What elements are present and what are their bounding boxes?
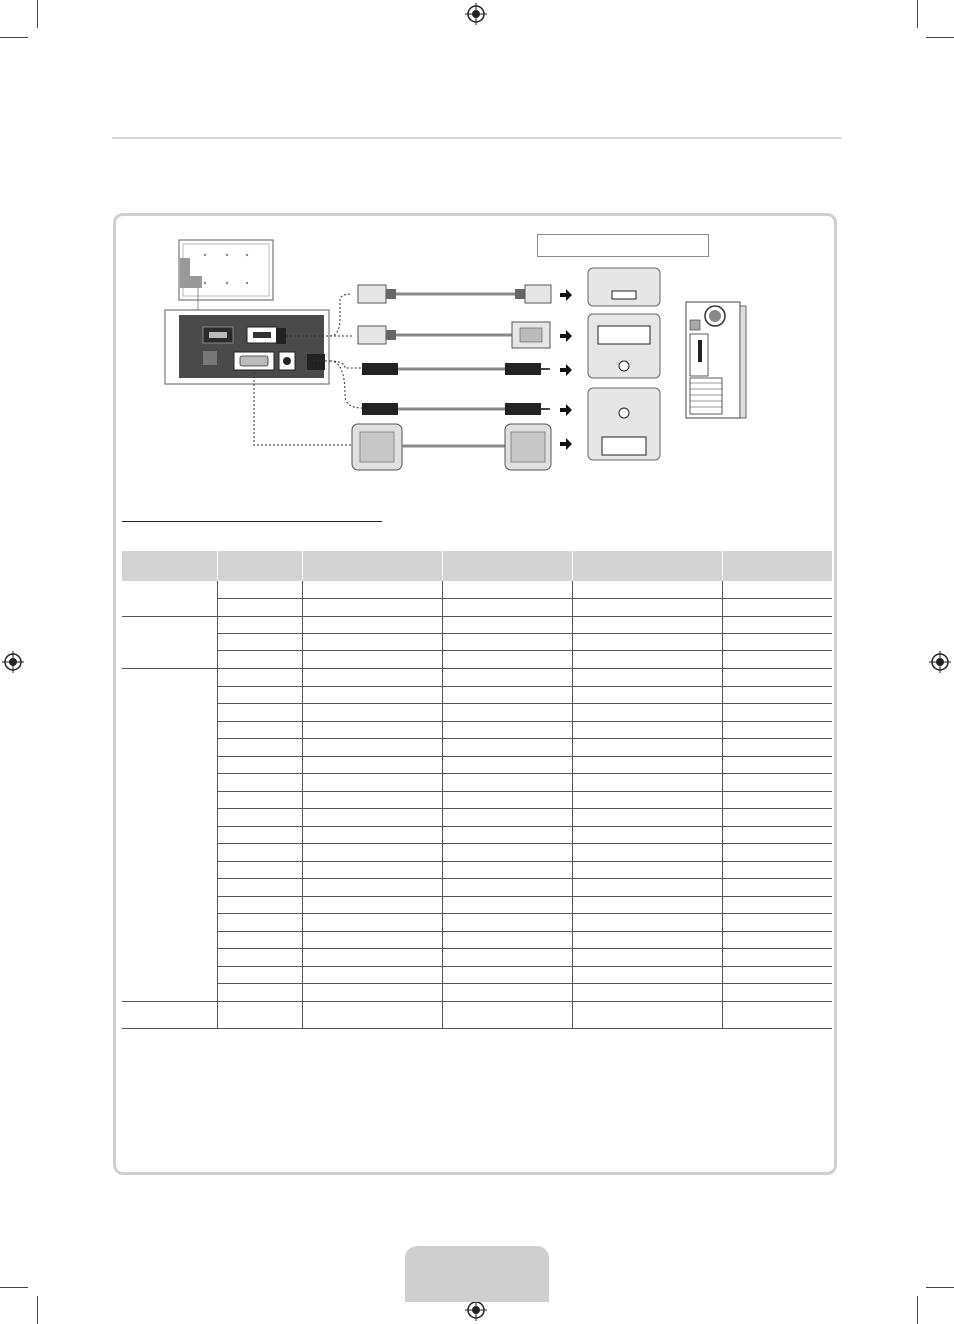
hdmi-dvi-cable <box>358 322 550 348</box>
hdmi-cable <box>358 285 551 303</box>
table-row-divider <box>217 966 832 967</box>
table-row-divider <box>217 948 832 949</box>
table-header-divider <box>217 551 218 581</box>
table-row-divider <box>217 738 832 739</box>
table-row-divider <box>217 633 832 634</box>
table-row-divider <box>217 703 832 704</box>
table-row-divider <box>122 1028 832 1029</box>
table-row-divider <box>217 843 832 844</box>
table-col-divider <box>722 581 723 1028</box>
pc-tower-icon <box>686 302 746 418</box>
table-header <box>122 551 832 581</box>
table-row-divider <box>122 1001 832 1002</box>
section-heading-underline <box>122 521 382 522</box>
table-row-divider <box>217 650 832 651</box>
table-row-divider <box>217 861 832 862</box>
table-row-divider <box>217 773 832 774</box>
table-row-divider <box>217 931 832 932</box>
table-row-divider <box>122 668 832 669</box>
registration-mark-icon <box>2 651 24 673</box>
table-header-divider <box>722 551 723 581</box>
crop-mark <box>917 1296 918 1324</box>
audio-cable <box>362 363 550 375</box>
table-row-divider <box>217 896 832 897</box>
crop-mark <box>37 1296 38 1324</box>
vga-port-icon <box>588 388 660 460</box>
table-header-divider <box>572 551 573 581</box>
table-row-divider <box>217 826 832 827</box>
table-row-divider <box>122 616 832 617</box>
table-col-divider <box>217 581 218 1028</box>
table-row-divider <box>217 983 832 984</box>
vga-cable <box>352 424 551 470</box>
table-col-divider <box>572 581 573 1028</box>
registration-mark-icon <box>465 1299 487 1321</box>
table-header-divider <box>302 551 303 581</box>
table-row-divider <box>217 913 832 914</box>
tv-icon <box>179 240 273 310</box>
dvi-port-icon <box>588 314 660 378</box>
crop-mark <box>926 1287 954 1288</box>
table-row-divider <box>217 791 832 792</box>
table-col-divider <box>442 581 443 1028</box>
audio-cable <box>362 403 550 415</box>
page-number-tab <box>405 1246 549 1302</box>
connection-diagram <box>0 0 954 520</box>
registration-mark-icon <box>929 651 951 673</box>
table-row-divider <box>217 721 832 722</box>
table-row-divider <box>217 878 832 879</box>
table-col-divider <box>302 581 303 1028</box>
table-row-divider <box>217 598 832 599</box>
vga-port-icon <box>234 352 274 370</box>
table-row-divider <box>217 686 832 687</box>
arrow-right-icon <box>560 289 572 450</box>
crop-mark <box>0 1287 28 1288</box>
table-row-divider <box>217 808 832 809</box>
audio-jack-icon <box>279 352 295 370</box>
table-header-divider <box>442 551 443 581</box>
table-row-divider <box>217 756 832 757</box>
